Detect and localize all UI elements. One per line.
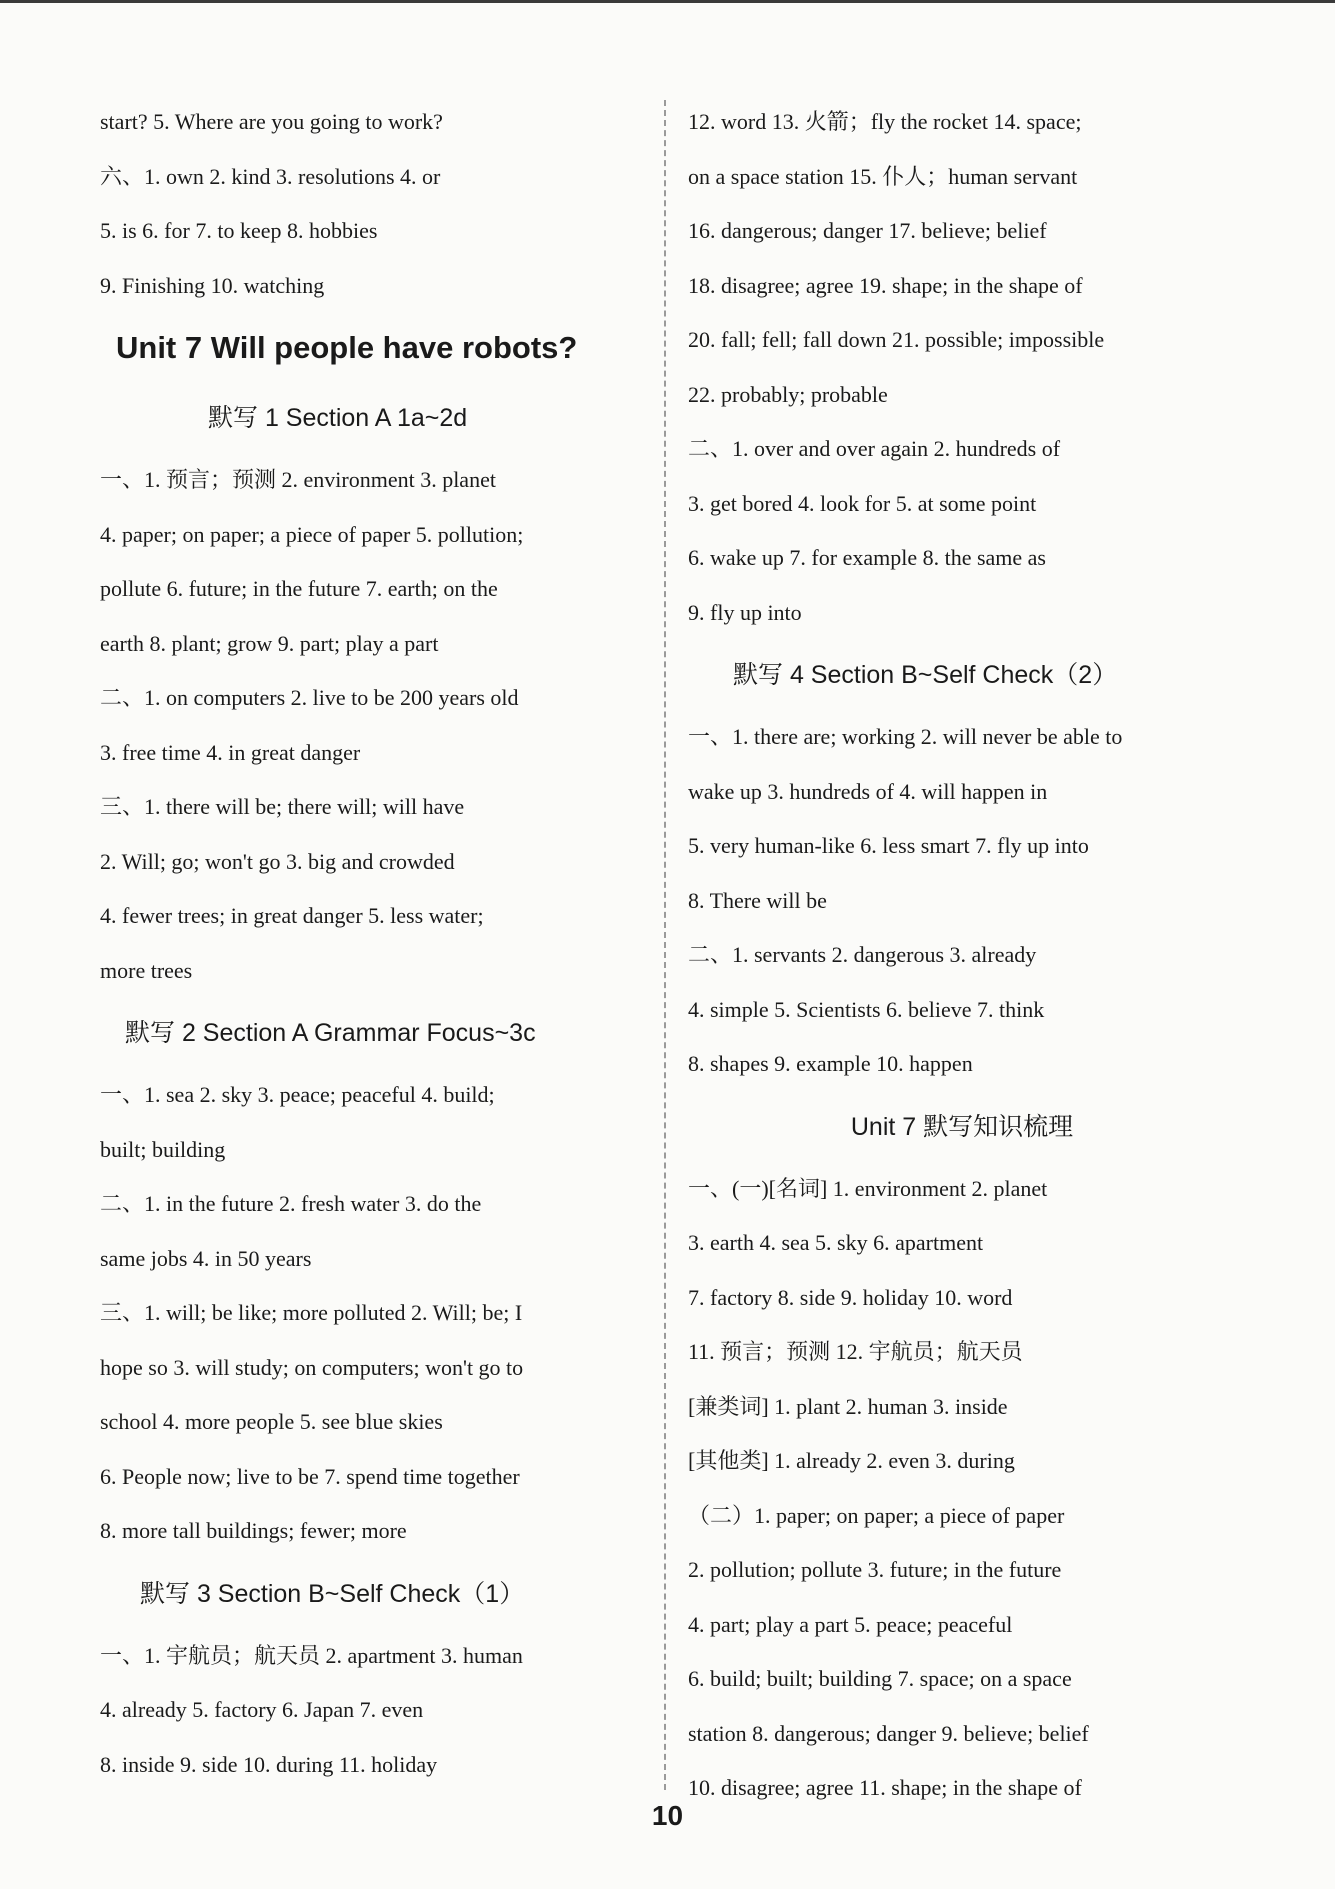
- section-heading: 默写 2 Section A Grammar Focus~3c: [125, 1019, 536, 1047]
- answer-line: same jobs 4. in 50 years: [100, 1245, 312, 1271]
- answer-line: earth 8. plant; grow 9. part; play a part: [100, 630, 439, 656]
- answer-line: 三、1. there will be; there will; will have: [100, 794, 465, 819]
- top-rule: [0, 0, 1335, 3]
- answer-line: 22. probably; probable: [688, 381, 888, 407]
- answer-line: 9. Finishing 10. watching: [100, 272, 325, 298]
- answer-line: pollute 6. future; in the future 7. earth; on the: [100, 576, 498, 601]
- page-number: 10: [651, 1800, 684, 1831]
- column-divider: [664, 100, 666, 1790]
- section-heading: 默写 3 Section B~Self Check（1）: [140, 1579, 525, 1608]
- answer-line: [其他类] 1. already 2. even 3. during: [688, 1448, 1015, 1473]
- answer-line: 10. disagree; agree 11. shape; in the shape of: [688, 1775, 1082, 1800]
- answer-line: 3. earth 4. sea 5. sky 6. apartment: [688, 1230, 984, 1255]
- answer-line: 4. part; play a part 5. peace; peaceful: [688, 1611, 1013, 1637]
- answer-line: 一、(一)[名词] 1. environment 2. planet: [688, 1175, 1048, 1201]
- answer-line: 4. already 5. factory 6. Japan 7. even: [100, 1697, 424, 1722]
- answer-line: 8. shapes 9. example 10. happen: [688, 1051, 973, 1076]
- answer-line: 8. more tall buildings; fewer; more: [100, 1518, 407, 1543]
- section-heading: 默写 4 Section B~Self Check（2）: [733, 661, 1118, 689]
- answer-line: 3. free time 4. in great danger: [100, 739, 361, 765]
- answer-line: hope so 3. will study; on computers; won't go to: [100, 1354, 524, 1380]
- answer-line: 2. Will; go; won't go 3. big and crowded: [100, 848, 455, 874]
- answer-line: 一、1. there are; working 2. will never be able to: [688, 724, 1123, 749]
- answer-line: 3. get bored 4. look for 5. at some point: [688, 490, 1037, 516]
- answer-line: 三、1. will; be like; more polluted 2. Will; be; I: [100, 1300, 523, 1325]
- answer-line: wake up 3. hundreds of 4. will happen in: [688, 778, 1048, 804]
- answer-line: 11. 预言；预测 12. 宇航员；航天员: [688, 1339, 1023, 1364]
- answer-line: 4. simple 5. Scientists 6. believe 7. think: [688, 996, 1045, 1022]
- answer-line: 二、1. over and over again 2. hundreds of: [688, 436, 1061, 461]
- answer-line: 5. very human-like 6. less smart 7. fly up into: [688, 833, 1089, 858]
- answer-line: on a space station 15. 仆人；human servant: [688, 163, 1078, 189]
- answer-line: 4. paper; on paper; a piece of paper 5. pollution;: [100, 521, 524, 547]
- answer-line: （二）1. paper; on paper; a piece of paper: [688, 1502, 1065, 1528]
- answer-line: station 8. dangerous; danger 9. believe; belief: [688, 1720, 1089, 1746]
- answer-line: 12. word 13. 火箭；fly the rocket 14. space;: [688, 109, 1082, 134]
- section-heading: Unit 7 默写知识梳理: [850, 1112, 1074, 1141]
- answer-line: 一、1. 预言；预测 2. environment 3. planet: [100, 467, 496, 492]
- answer-line: 6. wake up 7. for example 8. the same as: [688, 545, 1046, 570]
- answer-line: 2. pollution; pollute 3. future; in the future: [688, 1557, 1062, 1582]
- answer-line: 六、1. own 2. kind 3. resolutions 4. or: [100, 163, 441, 189]
- answer-line: 18. disagree; agree 19. shape; in the shape of: [688, 272, 1083, 298]
- answer-line: 二、1. in the future 2. fresh water 3. do the: [100, 1191, 482, 1216]
- answer-line: start? 5. Where are you going to work?: [100, 109, 443, 134]
- unit-title: Unit 7 Will people have robots?: [116, 330, 578, 365]
- answer-line: school 4. more people 5. see blue skies: [100, 1409, 443, 1434]
- answer-line: 一、1. 宇航员；航天员 2. apartment 3. human: [100, 1642, 523, 1668]
- answer-line: 9. fly up into: [688, 599, 802, 625]
- answer-line: 20. fall; fell; fall down 21. possible; impossible: [688, 327, 1105, 352]
- answer-line: 一、1. sea 2. sky 3. peace; peaceful 4. build;: [100, 1082, 495, 1107]
- answer-line: 二、1. on computers 2. live to be 200 years old: [100, 685, 519, 710]
- answer-line: 4. fewer trees; in great danger 5. less water;: [100, 903, 484, 928]
- section-heading: 默写 1 Section A 1a~2d: [208, 404, 468, 432]
- answer-line: 6. build; built; building 7. space; on a space: [688, 1666, 1072, 1691]
- answer-line: 5. is 6. for 7. to keep 8. hobbies: [100, 218, 378, 243]
- answer-line: 8. inside 9. side 10. during 11. holiday: [100, 1751, 438, 1777]
- answer-line: built; building: [100, 1136, 226, 1162]
- answer-line: 二、1. servants 2. dangerous 3. already: [688, 942, 1037, 967]
- answer-line: more trees: [100, 957, 193, 983]
- answer-line: [兼类词] 1. plant 2. human 3. inside: [688, 1393, 1008, 1419]
- left-column: [100, 95, 660, 1792]
- answer-line: 6. People now; live to be 7. spend time together: [100, 1463, 520, 1489]
- answer-line: 8. There will be: [688, 887, 827, 913]
- answer-line: 16. dangerous; danger 17. believe; belief: [688, 218, 1047, 243]
- right-column: [688, 95, 1236, 1816]
- answer-line: 7. factory 8. side 9. holiday 10. word: [688, 1284, 1013, 1310]
